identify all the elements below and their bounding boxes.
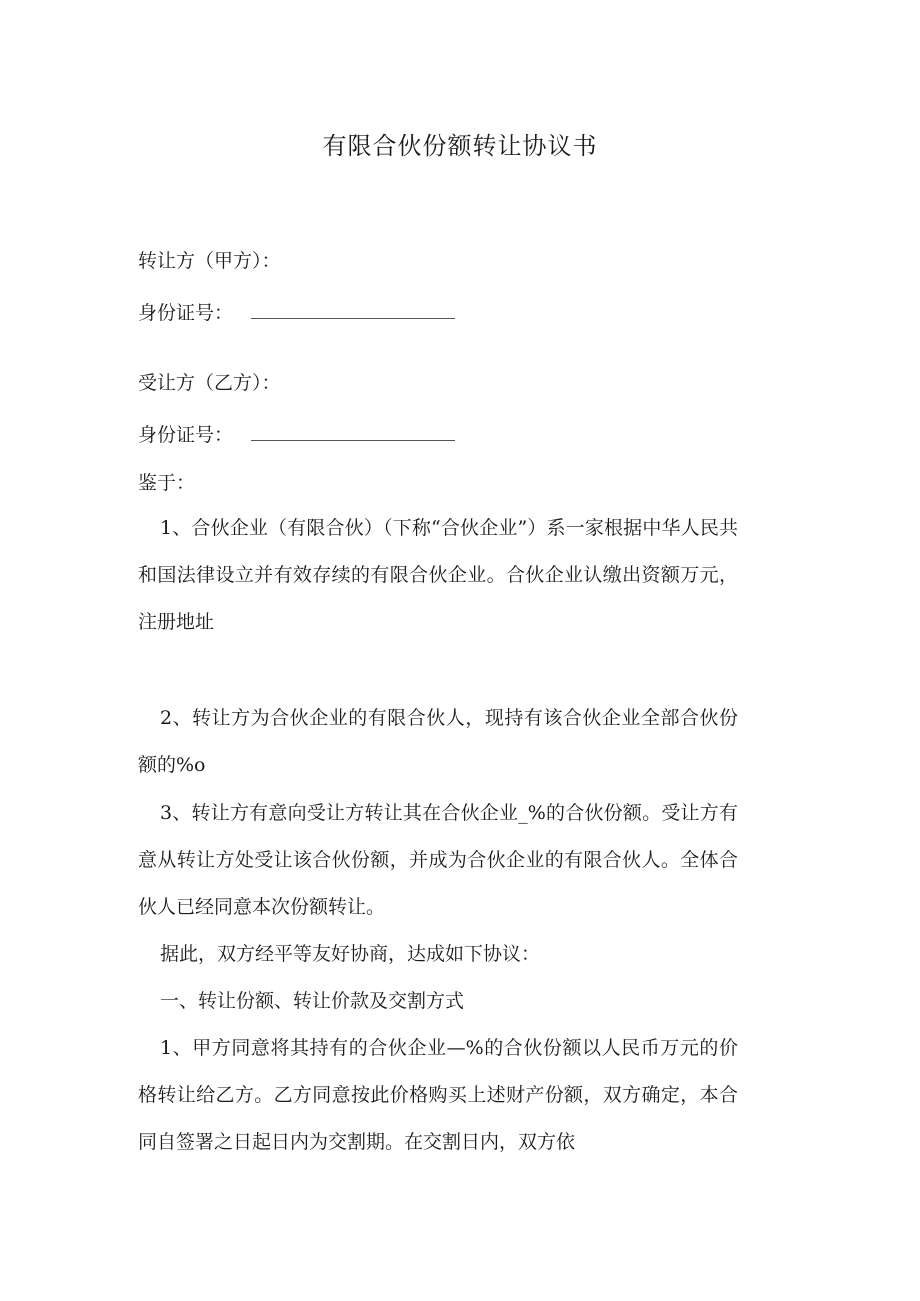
transferor-label: 转让方（甲方）：: [138, 250, 281, 272]
section-heading-1: 一、转让份额、转让价款及交割方式: [160, 990, 465, 1012]
transferee-id-blank: [251, 424, 455, 441]
paragraph-whereas-1: 1、合伙企业（有限合伙）（下称“合伙企业”）系一家根据中华人民共和国法律设立并有效存续的有限合伙企业。合伙企业认缴出资额万元，注册地址: [138, 517, 738, 633]
transferor-id-label: 身份证号：: [138, 302, 234, 324]
document-title: 有限合伙份额转让协议书: [322, 132, 598, 160]
transferor-id-row: [138, 298, 455, 325]
whereas-label: 鉴于：: [138, 472, 196, 494]
paragraph-whereas-2: 2、转让方为合伙企业的有限合伙人，现持有该合伙企业全部合伙份额的%o: [138, 707, 738, 776]
paragraph-whereas-3: 3、转让方有意向受让方转让其在合伙企业_%的合伙份额。受让方有意从转让方处受让该合伙份额，并成为合伙企业的有限合伙人。全体合伙人已经同意本次份额转让。: [138, 802, 738, 918]
paragraph-agreement-intro: 据此，双方经平等友好协商，达成如下协议：: [160, 943, 541, 965]
transferee-label: 受让方（乙方）：: [138, 372, 281, 394]
paragraph-clause-1: 1、甲方同意将其持有的合伙企业—%的合伙份额以人民币万元的价格转让给乙方。乙方同意按此价格购买上述财产份额，双方确定，本合同自签署之日起日内为交割期。在交割日内，双方依: [138, 1037, 738, 1153]
transferor-id-blank: [251, 302, 455, 319]
transferee-id-row: [138, 420, 455, 447]
transferee-id-label: 身份证号：: [138, 424, 234, 446]
